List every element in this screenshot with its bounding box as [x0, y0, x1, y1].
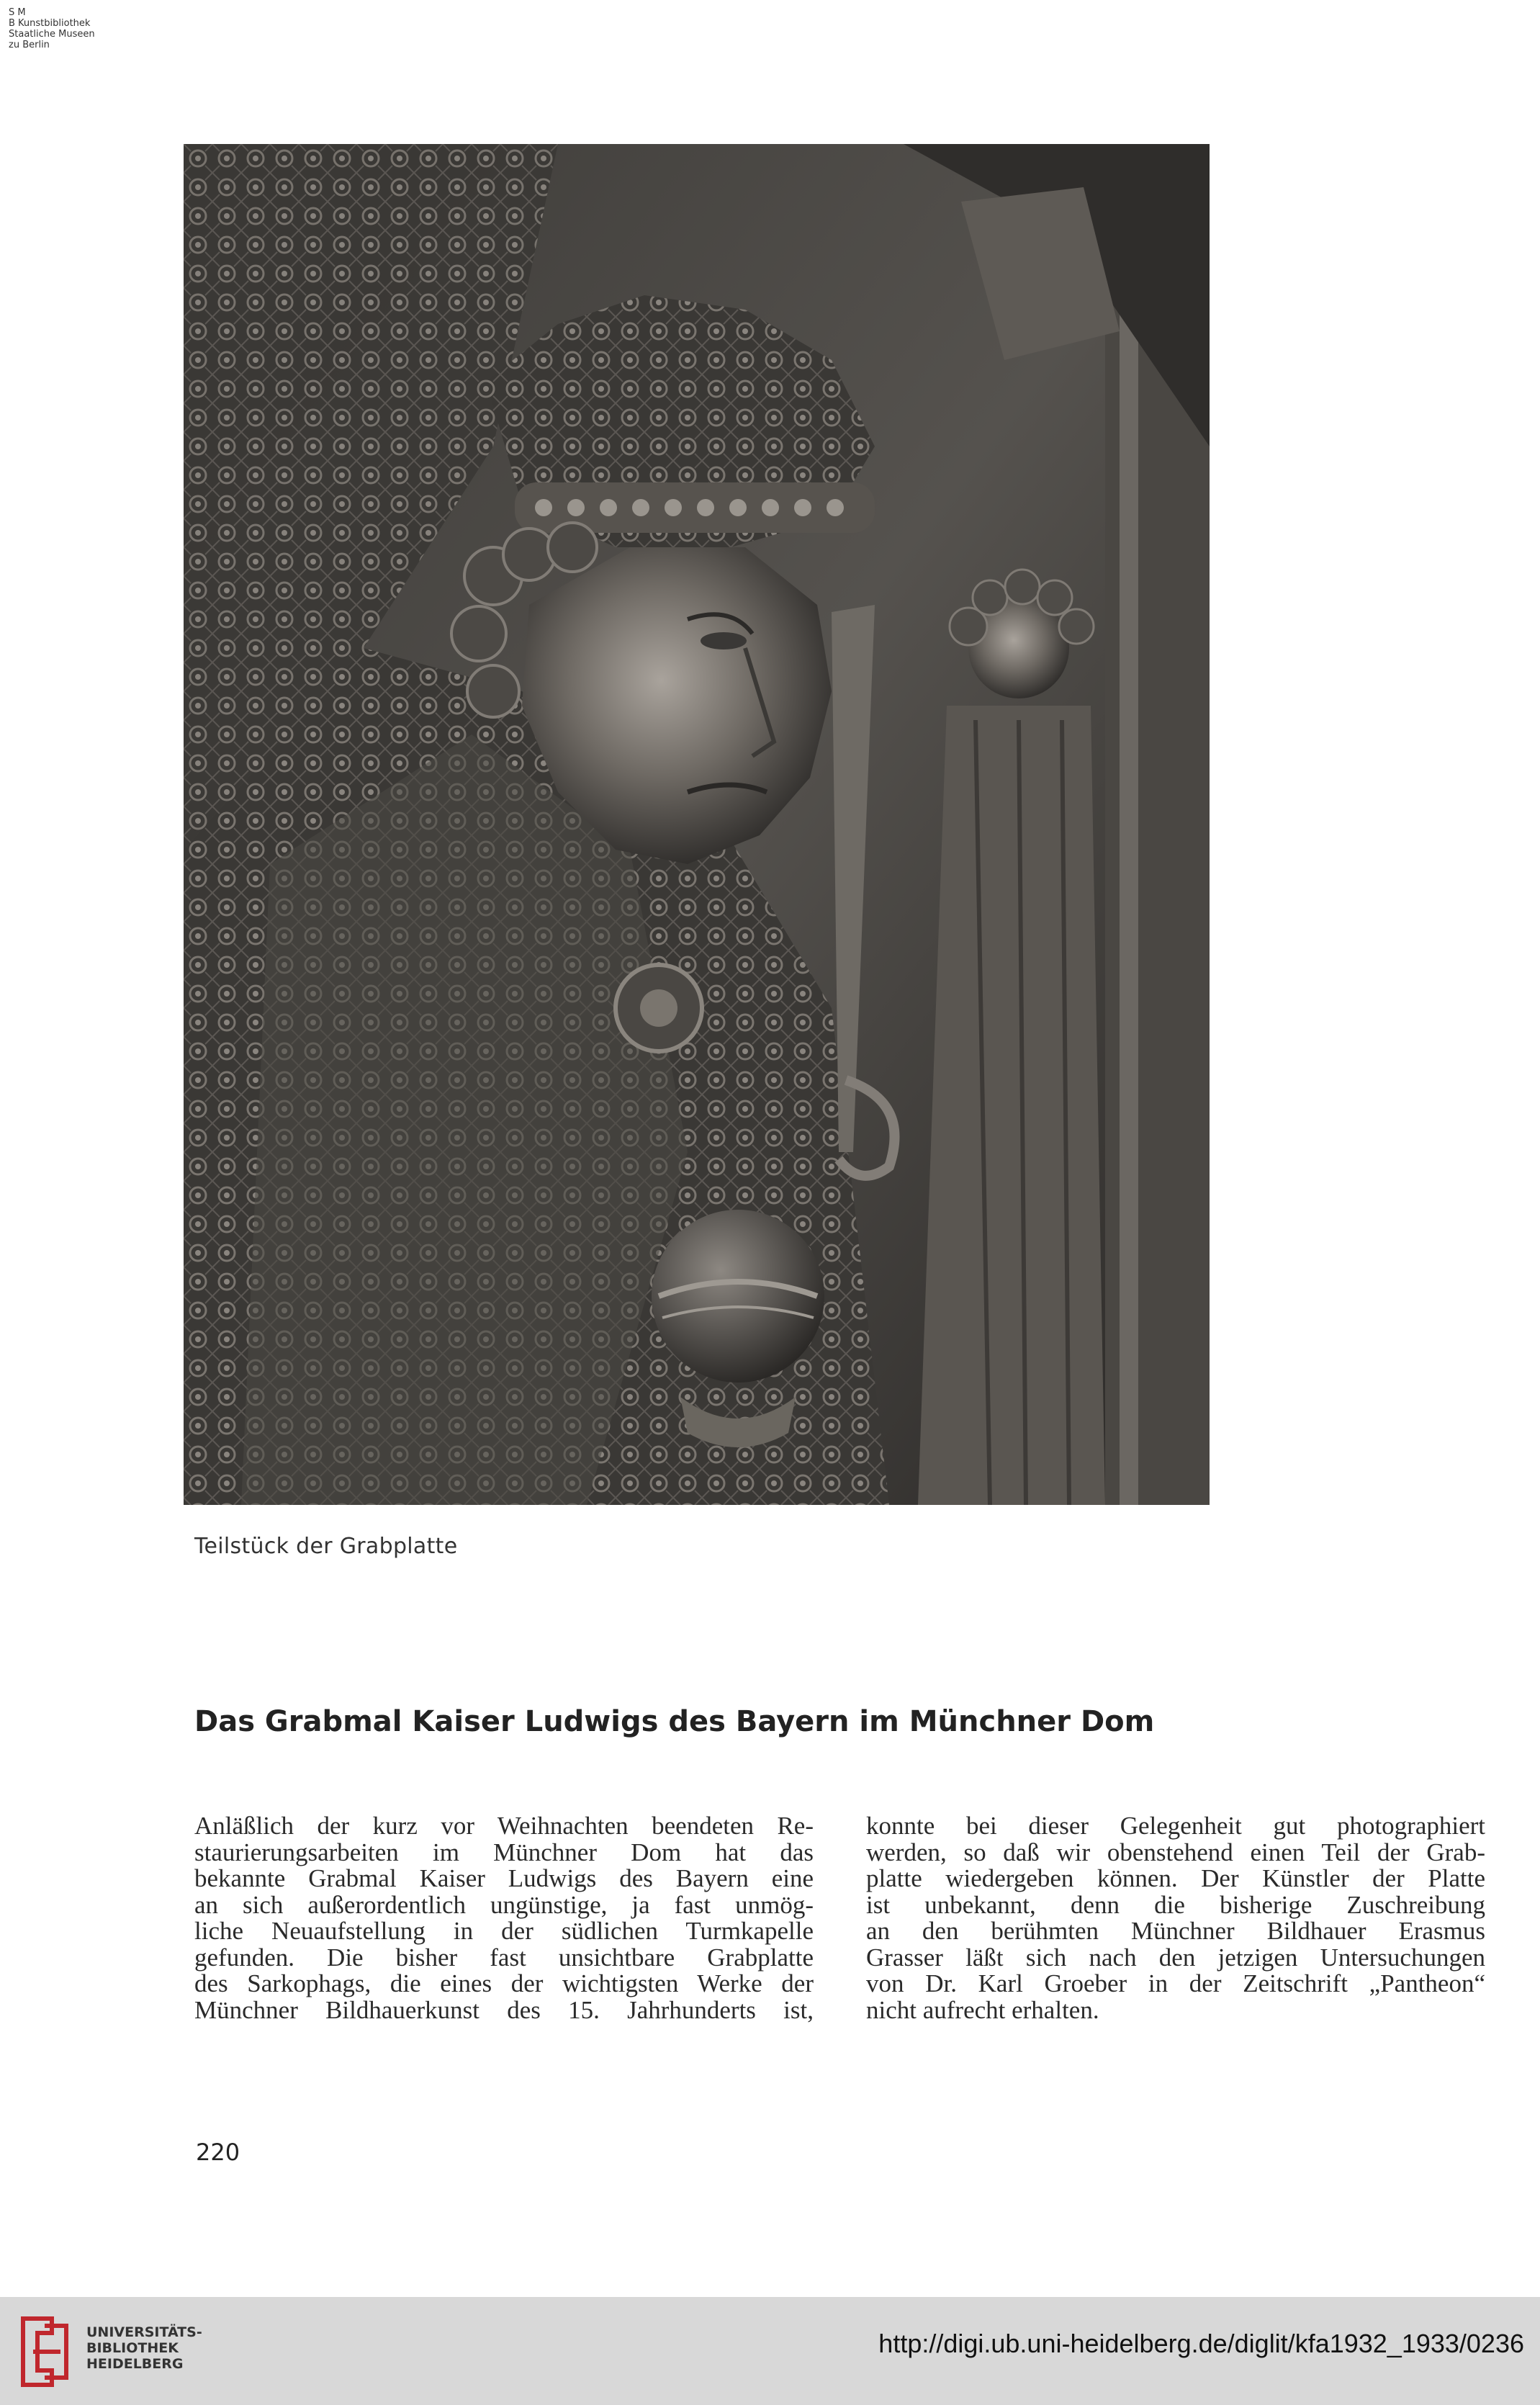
text-line: Grasser läßt sich nach den jetzigen Untersuchungen: [866, 1943, 1485, 1972]
article-column-left: [194, 1813, 814, 2023]
text-line: Münchner Bildhauerkunst des 15. Jahrhunderts ist,: [194, 1995, 814, 2024]
digitization-footer: [0, 2297, 1540, 2405]
text-line: staurierungsarbeiten im Münchner Dom hat das: [194, 1838, 814, 1866]
stamp-line: Staatliche Museen: [9, 29, 95, 40]
library-name: [86, 2324, 202, 2372]
text-line: liche Neuaufstellung in der südlichen Turmkapelle: [194, 1917, 814, 1945]
text-line: nicht aufrecht erhalten.: [866, 1995, 1099, 2024]
library-stamp: [9, 7, 95, 50]
stamp-line: zu Berlin: [9, 40, 50, 50]
tomb-slab-photograph: [184, 144, 1210, 1505]
university-library-logo-icon: [16, 2311, 73, 2392]
figure-caption: Teilstück der Grabplatte: [194, 1534, 458, 1559]
text-line: Anläßlich der kurz vor Weihnachten beendeten Re-: [194, 1812, 814, 1840]
text-line: des Sarkophags, die eines der wichtigsten Werke der: [194, 1969, 814, 1997]
text-line: bekannte Grabmal Kaiser Ludwigs des Bayern eine: [194, 1864, 814, 1892]
text-line: gefunden. Die bisher fast unsichtbare Grabplatte: [194, 1943, 814, 1972]
text-line: an sich außerordentlich ungünstige, ja fast unmög-: [194, 1890, 814, 1919]
article-column-right: [866, 1813, 1485, 2023]
text-line: platte wiedergeben können. Der Künstler der Platte: [866, 1864, 1485, 1892]
library-name-line: UNIVERSITÄTS-: [86, 2324, 202, 2340]
text-line: konnte bei dieser Gelegenheit gut photographiert: [866, 1812, 1485, 1840]
text-line: an den berühmten Münchner Bildhauer Erasmus: [866, 1917, 1485, 1945]
stamp-line: S M: [9, 7, 26, 18]
article-title: Das Grabmal Kaiser Ludwigs des Bayern im Münchner Dom: [194, 1705, 1155, 1738]
page-number: 220: [196, 2139, 240, 2166]
text-line: ist unbekannt, denn die bisherige Zuschreibung: [866, 1890, 1485, 1919]
text-line: von Dr. Karl Groeber in der Zeitschrift „Pantheon“: [866, 1969, 1485, 1997]
relief-sculpture-image: [184, 144, 1210, 1505]
stamp-line: B Kunstbibliothek: [9, 18, 91, 29]
permalink-url[interactable]: http://digi.ub.uni-heidelberg.de/diglit/kfa1932_1933/0236: [878, 2329, 1524, 2358]
library-name-line: HEIDELBERG: [86, 2356, 184, 2372]
text-line: werden, so daß wir obenstehend einen Teil der Grab-: [866, 1838, 1485, 1866]
library-name-line: BIBLIOTHEK: [86, 2340, 179, 2356]
